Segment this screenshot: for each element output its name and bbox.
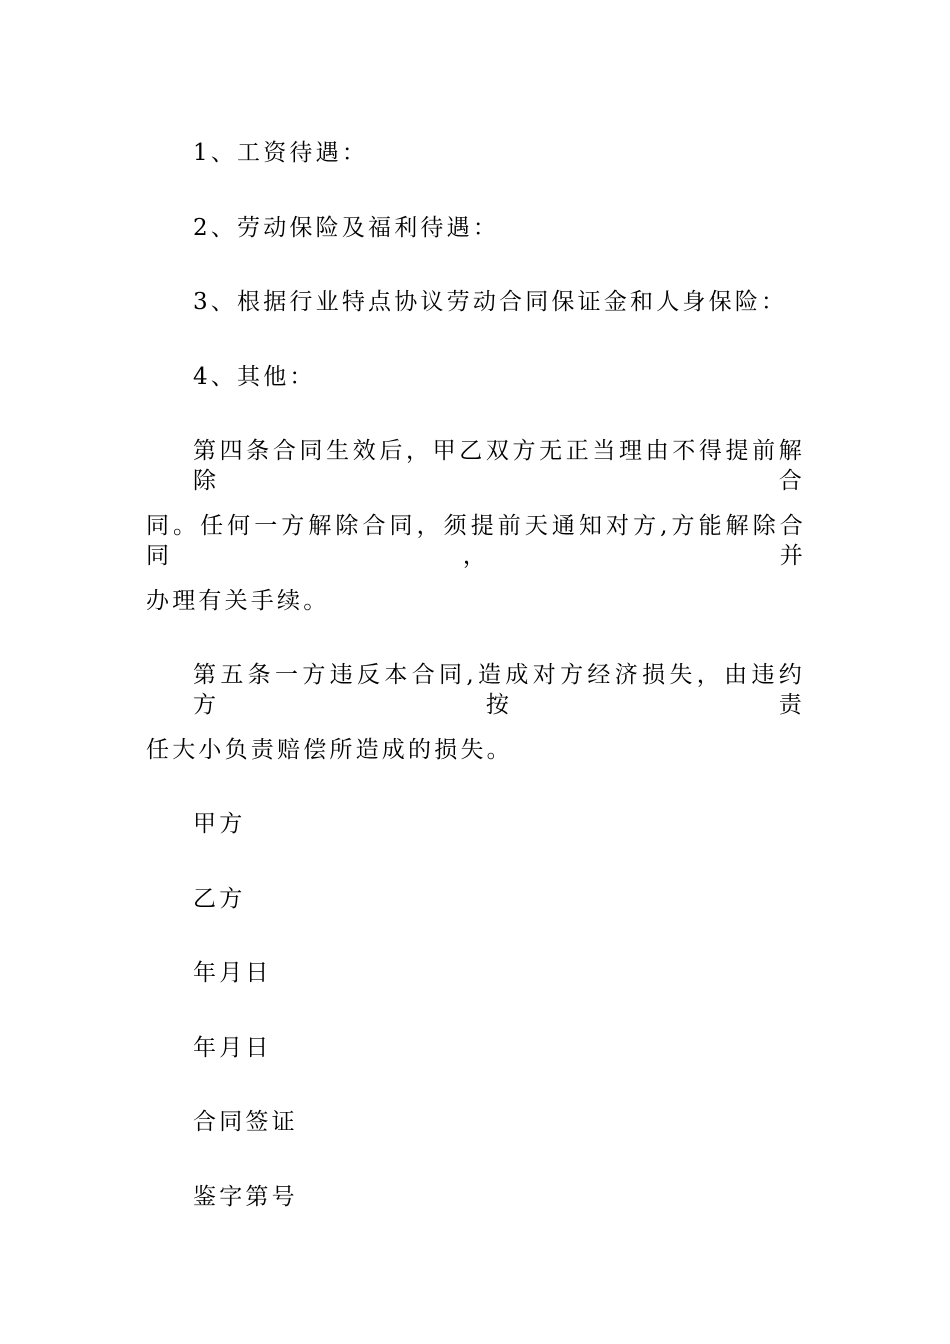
item-deposit-insurance: 3、根据行业特点协议劳动合同保证金和人身保险： [193,289,788,315]
article-4-line-2: 同。任何一方解除合同，须提前天通知对方,方能解除合同，并 [146,513,806,569]
item-wages: 1、工资待遇： [193,140,369,166]
attestation-label: 合同签证 [193,1109,298,1135]
party-b-label: 乙方 [193,886,246,912]
article-4-line-1: 第四条合同生效后，甲乙双方无正当理由不得提前解除合 [193,438,805,494]
date-b-label: 年月日 [193,1035,272,1061]
article-4-line-3: 办理有关手续。 [146,588,330,614]
item-other: 4、其他： [193,364,316,390]
date-a-label: 年月日 [193,960,272,986]
article-5-line-2: 任大小负责赔偿所造成的损失。 [146,737,513,763]
attestation-number-label: 鉴字第号 [193,1184,298,1210]
article-5-line-1: 第五条一方违反本合同,造成对方经济损失，由违约方按责 [193,662,805,718]
party-a-label: 甲方 [193,811,246,837]
item-insurance-welfare: 2、劳动保险及福利待遇： [193,215,500,241]
